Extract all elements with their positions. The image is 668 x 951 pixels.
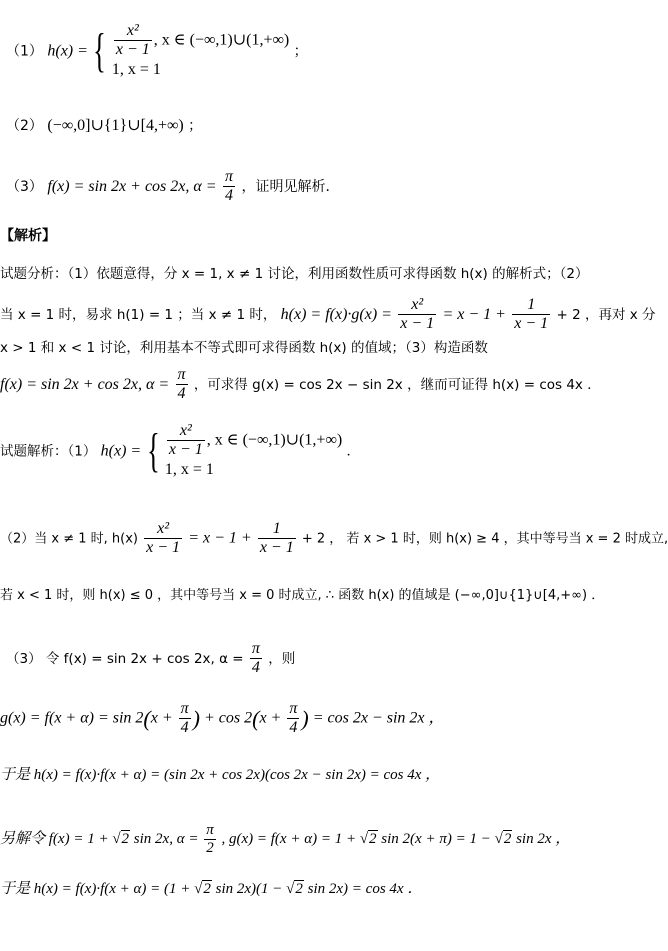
- fraction-x2-over-x-1: $\frac{\text{x²}}{x - 1}$: [115, 22, 150, 59]
- case-1: $\frac{\text{x²}}{x - 1}$ , x ∈ (−∞,1)∪(1,+∞): [168, 422, 343, 459]
- solution-1: 试题解析：（1） h(x) = { $\frac{\text{x²}}{x - 1}$ , x ∈ (−∞,1)∪(1,+∞) 1, x = 1 ．: [0, 422, 360, 481]
- answer-3-formula: f(x) = sin 2x + cos 2x, α =: [47, 177, 217, 195]
- case-1: $\frac{\text{x²}}{x - 1}$ , x ∈ (−∞,1)∪(1,+∞): [115, 22, 290, 59]
- final-result: 于是 h(x) = f(x)·f(x + α) = (1 + √2 sin 2x)(1 − √2 sin 2x) = cos 4x ．: [0, 881, 423, 897]
- fraction-pi-over-4: $\frac{\pi}{4}$: [289, 700, 298, 737]
- analysis-line-2: 当 x = 1 时，易求 h(1) = 1 ；当 x ≠ 1 时， h(x) = f(x)·g(x) = $\frac{\text{x²}}{x - 1}$ = x − 1 + $\frac{1}{x - 1}$ + 2 ，再对 x 分: [0, 296, 656, 333]
- left-brace: {: [93, 24, 107, 78]
- fraction-x2-over-x-1: $\frac{\text{x²}}{x - 1}$: [146, 520, 181, 557]
- fraction-pi-over-4: $\frac{\pi}{4}$: [177, 366, 186, 403]
- fraction-pi-over-4: $\frac{\pi}{4}$: [225, 168, 234, 205]
- piecewise-cases: [165, 422, 342, 481]
- solution-2-line-1: （2）当 x ≠ 1 时, h(x) $\frac{\text{x²}}{x - 1}$ = x − 1 + $\frac{1}{x - 1}$ + 2 ， 若 x > 1 时，则 h(x) ≥ 4 ，其中等号当 x = 2 时成立,: [0, 520, 668, 557]
- fraction-pi-over-4: $\frac{\pi}{4}$: [180, 700, 189, 737]
- piecewise-cases: [112, 22, 289, 81]
- answer-1-end: ；: [293, 43, 308, 60]
- solution-3-h: 于是 h(x) = f(x)·f(x + α) = (sin 2x + cos 2x)(cos 2x − sin 2x) = cos 4x ，: [0, 767, 441, 783]
- analysis-heading: 【解析】: [0, 228, 56, 244]
- analysis-line-4: f(x) = sin 2x + cos 2x, α = $\frac{\pi}{4}$ ，可求得 g(x) = cos 2x − sin 2x ，继而可证得 h(x) = cos 4x ．: [0, 366, 601, 403]
- sqrt-2: √2: [359, 831, 377, 848]
- fraction-x2-over-x-1: $\frac{\text{x²}}{x - 1}$: [400, 296, 435, 333]
- solution-3-intro: （3） 令 f(x) = sin 2x + cos 2x, α = $\frac{\pi}{4}$ ，则: [6, 640, 296, 677]
- sqrt-2: √2: [112, 831, 130, 848]
- answer-3: [6, 168, 340, 206]
- solution-2-line-2: 若 x < 1 时，则 h(x) ≤ 0 ，其中等号当 x = 0 时成立, ∴ 函数 h(x) 的值域是 (−∞,0]∪{1}∪[4,+∞) ．: [0, 588, 605, 603]
- alternate-solution: 另解令 f(x) = 1 + √2 sin 2x, α = $\frac{\pi}{2}$ , g(x) = f(x + α) = 1 + √2 sin 2(x + π) = 1 − √2 sin 2x ，: [0, 822, 571, 857]
- analysis-line-1: 试题分析：（1）依题意得，分 x = 1, x ≠ 1 讨论，利用函数性质可求得函数 h(x) 的解析式；（2）: [0, 266, 589, 282]
- fraction-pi-over-4: $\frac{\pi}{4}$: [251, 640, 260, 677]
- analysis-line-3: x > 1 和 x < 1 讨论，利用基本不等式即可求得函数 h(x) 的值域；（3）构造函数: [0, 340, 488, 356]
- solution-3-g: g(x) = f(x + α) = sin 2(x + $\frac{\pi}{4}$ ) + cos 2(x + $\frac{\pi}{4}$ ) = cos 2x − sin 2x ，: [0, 700, 445, 737]
- sqrt-2: √2: [286, 881, 303, 897]
- answer-2: （2） (−∞,0]∪{1}∪[4,+∞) ；: [6, 117, 203, 134]
- answer-1-lhs: h(x) =: [47, 42, 88, 60]
- answer-1-label: （1）: [6, 43, 43, 60]
- left-brace: {: [146, 424, 160, 478]
- sqrt-2: √2: [194, 881, 211, 897]
- fraction-pi-over-2: $\frac{\pi}{2}$: [206, 822, 214, 857]
- answer-3-label: （3）: [6, 178, 43, 195]
- fraction-1-over-x-1: $\frac{1}{x - 1}$: [259, 520, 294, 557]
- fraction-x2-over-x-1: $\frac{\text{x²}}{x - 1}$: [168, 422, 203, 459]
- answer-1: [6, 22, 308, 81]
- fraction-1-over-x-1: $\frac{1}{x - 1}$: [514, 296, 549, 333]
- answer-2-label: （2）: [6, 118, 43, 134]
- sqrt-2: √2: [494, 831, 512, 848]
- answer-3-end: ，证明见解析．: [241, 178, 340, 195]
- case-2: 1, x = 1: [164, 460, 214, 478]
- answer-2-text: (−∞,0]∪{1}∪[4,+∞): [47, 117, 184, 134]
- case-2: 1, x = 1: [111, 60, 161, 78]
